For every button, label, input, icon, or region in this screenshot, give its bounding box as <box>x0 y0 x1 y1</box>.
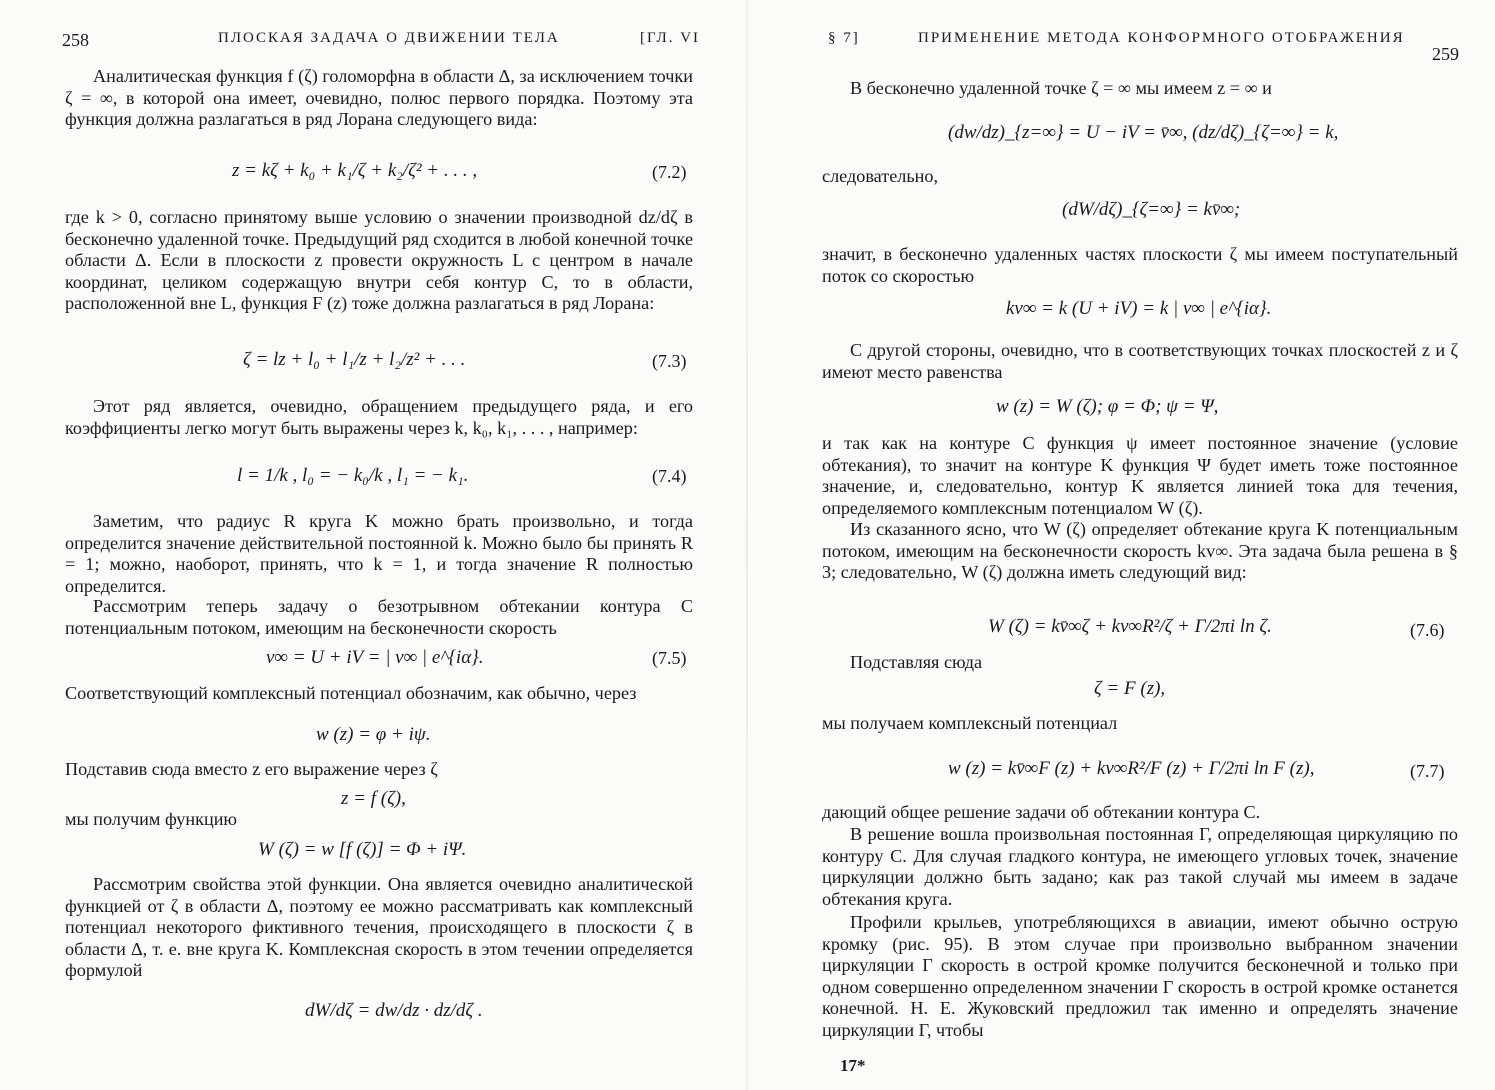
paragraph: следовательно, <box>822 166 939 186</box>
paragraph: Соответствующий комплексный потенциал обозначим, как обычно, через <box>65 683 637 703</box>
equation: w (z) = kv̄∞F (z) + kv∞R²/F (z) + Γ/2πi ln F (z), <box>948 758 1315 779</box>
equation: ζ = F (z), <box>1094 678 1166 699</box>
equation-number: (7.4) <box>652 466 687 486</box>
page-number: 259 <box>1432 44 1459 64</box>
paragraph: Аналитическая функция f (ζ) голоморфна в области Δ, за исключением точки ζ = ∞, в которой она имеет, очевидно, полюс первого порядка. Поэтому эта функция должна разлагаться в ряд Лорана следующего вида: <box>65 66 693 129</box>
equation: v∞ = U + iV = | v∞ | e^{iα}. <box>266 647 484 668</box>
equation: l = 1/k , l₀ = − k₀/k , l₁ = − k₁. <box>237 465 469 486</box>
paragraph: Профили крыльев, употребляющихся в авиации, имеют обычно острую кромку (рис. 95). В этом случае при произвольно выбранном значении циркуляции Γ скорость в острой кромке получится бесконечной и только при одном совершенно определенном значении Γ скорость в острой кромке останется конечной. Н. Е. Жуковский предложил так именно и определять значение циркуляции Γ, чтобы <box>822 912 1458 1040</box>
paragraph: Заметим, что радиус R круга K можно брать произвольно, и тогда определится значение действительной постоянной k. Можно было бы принять R = 1; можно, наоборот, принять, что k = 1, и тогда значение R полностью определится. <box>65 511 693 596</box>
section-ref: § 7] <box>828 30 860 46</box>
equation: (dw/dz)_{z=∞} = U − iV = v̄∞, (dz/dζ)_{ζ=∞} = k, <box>948 122 1339 143</box>
paragraph: мы получим функцию <box>65 809 238 829</box>
equation: w (z) = W (ζ); φ = Φ; ψ = Ψ, <box>996 396 1219 417</box>
equation: kv∞ = k (U + iV) = k | v∞ | e^{iα}. <box>1006 298 1272 319</box>
paragraph: Из сказанного ясно, что W (ζ) определяет обтекание круга K потенциальным потоком, имеющим на бесконечности скорость kv∞. Эта задача была решена в § 3; следовательно, W (ζ) должна иметь следующий вид: <box>822 519 1458 582</box>
equation: w (z) = φ + iψ. <box>316 724 431 745</box>
paragraph: Рассмотрим теперь задачу о безотрывном обтекании контура C потенциальным потоком, имеющим на бесконечности скорость <box>65 596 693 638</box>
paragraph: значит, в бесконечно удаленных частях плоскости ζ мы имеем поступательный поток со скоростью <box>822 244 1458 286</box>
paragraph: В бесконечно удаленной точке ζ = ∞ мы имеем z = ∞ и <box>850 78 1272 98</box>
equation-number: (7.3) <box>652 351 687 371</box>
equation-number: (7.7) <box>1410 761 1445 781</box>
paragraph: С другой стороны, очевидно, что в соответствующих точках плоскостей z и ζ имеют место равенства <box>822 340 1458 382</box>
paragraph: мы получаем комплексный потенциал <box>822 713 1118 733</box>
signature-mark: 17* <box>840 1056 866 1075</box>
equation-number: (7.5) <box>652 648 687 668</box>
equation-number: (7.2) <box>652 162 687 182</box>
equation: z = kζ + k₀ + k₁/ζ + k₂/ζ² + . . . , <box>232 160 478 181</box>
running-head: ПРИМЕНЕНИЕ МЕТОДА КОНФОРМНОГО ОТОБРАЖЕНИЯ <box>918 30 1405 46</box>
equation: dW/dζ = dw/dz · dz/dζ . <box>305 1000 483 1021</box>
running-head: ПЛОСКАЯ ЗАДАЧА О ДВИЖЕНИИ ТЕЛА <box>218 30 560 46</box>
equation: W (ζ) = w [f (ζ)] = Φ + iΨ. <box>258 839 467 860</box>
paragraph: В решение вошла произвольная постоянная Γ, определяющая циркуляцию по контуру C. Для случая гладкого контура, не имеющего угловых точек, значение циркуляции должно быть задано; как раз такой случай мы имеем в задаче обтекания круга. <box>822 824 1458 909</box>
paragraph: где k > 0, согласно принятому выше условию о значении производной dz/dζ в бесконечно удаленной точке. Предыдущий ряд сходится в любой конечной точке области Δ. Если в плоскости z провести окружность L с центром в начале координат, целиком содержащую внутри себя контур C, то в области, расположенной вне L, функция F (z) тоже должна разлагаться в ряд Лорана: <box>65 207 694 313</box>
paragraph: Подставляя сюда <box>850 652 983 672</box>
equation: z = f (ζ), <box>341 788 406 809</box>
paragraph: Этот ряд является, очевидно, обращением предыдущего ряда, и его коэффициенты легко могут быть выражены через k, k₀, k₁, . . . , например: <box>65 396 693 438</box>
right-page <box>748 0 1495 1090</box>
chapter-ref: [ГЛ. VI <box>640 30 701 46</box>
paragraph: и так как на контуре C функция ψ имеет постоянное значение (условие обтекания), то значит на контуре K функция Ψ будет иметь тоже постоянное значение, и, следовательно, контур K является линией тока для течения, определяемого комплексным потенциалом W (ζ). <box>822 433 1458 518</box>
equation: W (ζ) = kv̄∞ζ + kv∞R²/ζ + Γ/2πi ln ζ. <box>988 616 1272 637</box>
equation: ζ = lz + l₀ + l₁/z + l₂/z² + . . . <box>243 349 466 370</box>
page-number: 258 <box>62 30 89 50</box>
paragraph: Подставив сюда вместо z его выражение через ζ <box>65 759 438 779</box>
paragraph: дающий общее решение задачи об обтекании контура C. <box>822 802 1261 822</box>
equation: (dW/dζ)_{ζ=∞} = kv̄∞; <box>1062 199 1241 220</box>
equation-number: (7.6) <box>1410 620 1445 640</box>
paragraph: Рассмотрим свойства этой функции. Она является очевидно аналитической функцией от ζ в области Δ, поэтому ее можно рассматривать как комплексный потенциал некоторого фиктивного течения, происходящего в плоскости ζ в области Δ, т. е. вне круга K. Комплексная скорость в этом течении определяется формулой <box>65 874 693 980</box>
